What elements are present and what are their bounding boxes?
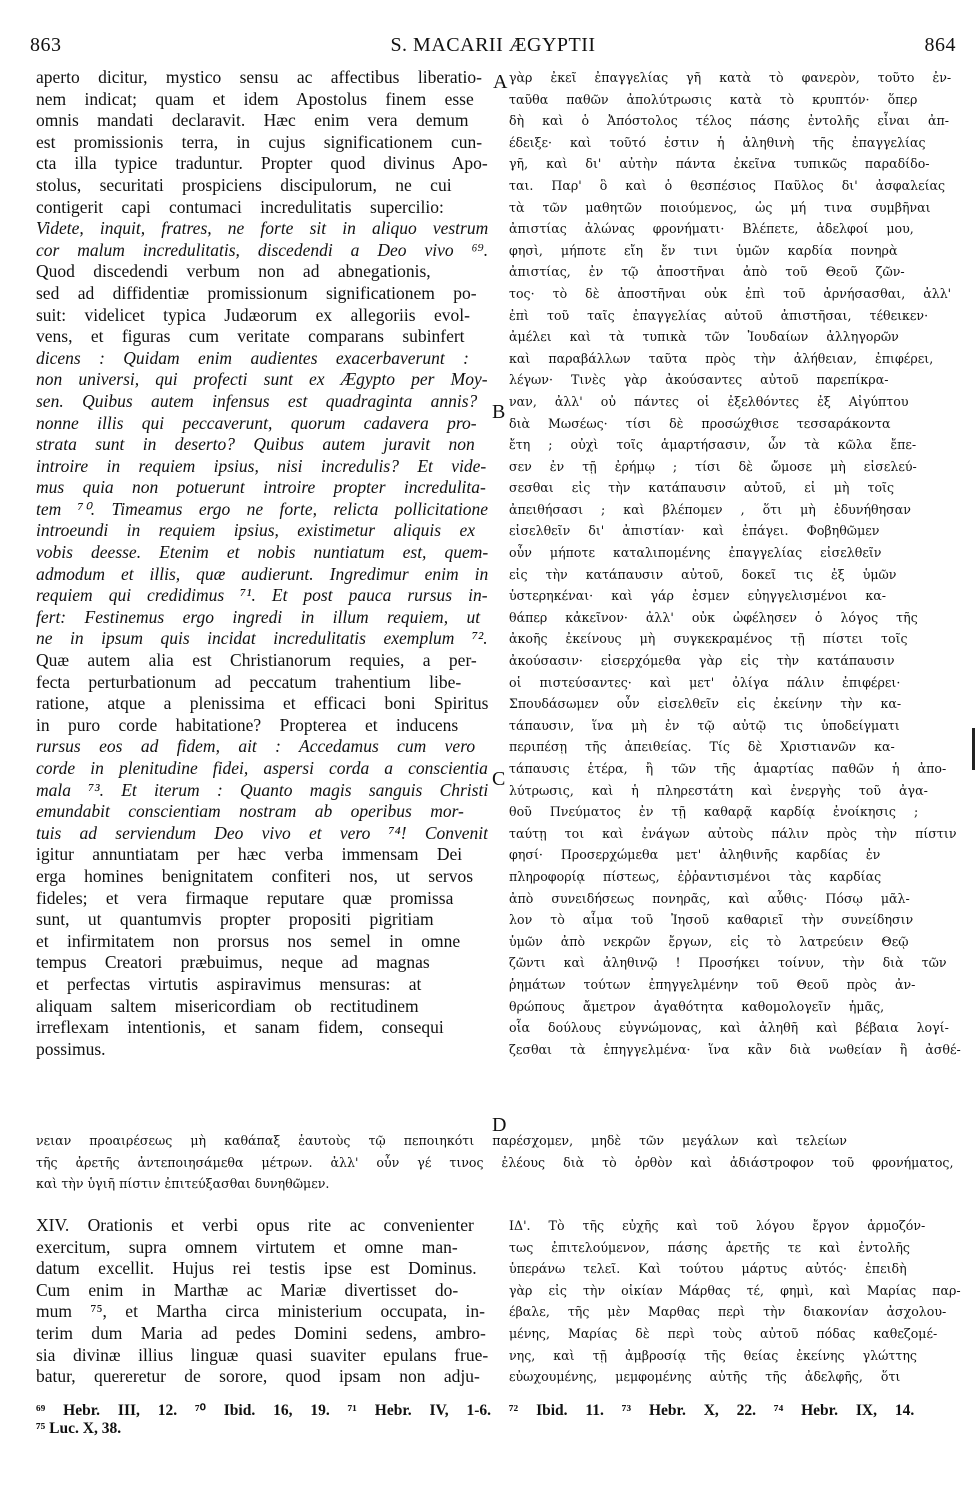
text-line: Σπουδάσωμεν οὖν εἰσελθεῖν εἰς ἐκείνην τὴν κα-	[509, 696, 902, 712]
running-header	[30, 34, 956, 60]
text-line: aperto dicitur, mystico sensu ac affectibus liberatio-	[36, 67, 482, 87]
text-line: nem indicat; quam et idem Apostolus finem esse	[36, 88, 474, 109]
text-line: ΙΔ'. Τὸ τῆς εὐχῆς καὶ τοῦ λόγου ἔργον ἁρμοζόν-	[509, 1218, 926, 1233]
text-line: stolus, securitati prospiciens discipulorum, ne cui	[36, 174, 452, 195]
text-line: non universi, qui profecti sunt ex Ægypto per Moy-	[36, 369, 488, 390]
text-line: τὰ τῶν μαθητῶν ποιούμενος, ὡς μή τινα συμβῆναι	[509, 199, 931, 215]
text-line: νης, καὶ τῇ ἀμβροσίᾳ τῆς θείας ἐκείνης γλώττης	[509, 1347, 917, 1363]
greek-column-main	[509, 67, 961, 1060]
text-line: erga homines benignitatem confiteri nos, ut servos	[36, 865, 473, 886]
text-line: ὑπεράνω τελεῖ. Καὶ τούτου μάρτυς αὐτός· ἐπειδὴ	[509, 1261, 907, 1277]
text-line: εὐωχουμένης, μεμφομένης αὐτῆς τῆς ἀδελφῆς, ὅτι	[509, 1369, 901, 1385]
text-line: ⁷⁵ Luc. X, 38.	[36, 1420, 122, 1437]
text-line: ταύτῃ τοι καὶ ἐνάγων αὐτοὺς πάλιν πρὸς τὴν πίστιν	[509, 825, 957, 841]
text-line: igitur annuntiatam per hæc verba immensam Dei	[36, 844, 463, 865]
text-line: σεσθαι εἰς τὴν κατάπαυσιν αὐτοῦ, εἰ μὴ τοῖς	[509, 480, 895, 496]
text-line: introeundi in requiem ipsius, existimetur aliquis ex	[36, 520, 475, 541]
text-line: λον τὸ αἷμα τοῦ Ἰησοῦ καθαριεῖ τὴν συνείδησιν	[509, 912, 914, 928]
text-line: cor malum incredulitatis, discedendi a Deo vivo ⁶⁹.	[36, 239, 488, 260]
text-line: θάπερ κἀκεῖνον· ἀλλ' οὐκ ὠφέλησεν ὁ λόγος τῆς	[509, 609, 918, 625]
text-line: ζῶντι καὶ ἀληθινῷ ! Προσήκει τοίνυν, τὴν διὰ τῶν	[509, 955, 947, 971]
text-line: τως ἐπιτελούμενον, πάσης ἀρετῆς τε καὶ ἐντολῆς	[509, 1239, 910, 1255]
text-line: tuis ad serviendum Deo vivo et vero ⁷⁴! Convenit	[36, 822, 488, 843]
text-line: ἔτη ; οὐχὶ τοῖς ἁμαρτήσασιν, ὧν τὰ κῶλα ἔπε-	[509, 437, 917, 453]
text-line: γὰρ εἰς τὴν οἰκίαν Μάρθας τέ, φημὶ, καὶ Μαρίας παρ-	[509, 1282, 961, 1298]
text-line: et perfectas virtutis aspiravimus mensuras: at	[36, 973, 422, 994]
text-line: tem ⁷⁰. Timeamus ergo ne forte, relicta pollicitatione	[36, 498, 488, 519]
text-line: sed ad diffidentiæ promissionum significationem po-	[36, 282, 477, 303]
text-line: εἰσελθεῖν δι' ἀπιστίαν· καὶ ἐπάγει. Φοβηθῶμεν	[509, 523, 880, 539]
text-line: τάπαυσις ἑτέρα, ἢ τῶν τῆς ἁμαρτίας παθῶν ἡ ἀπο-	[509, 761, 947, 776]
text-line: strata sunt in deserto? Quibus autem juravit non	[36, 434, 475, 455]
text-line: ne in ipsum quis incidat incredulitatis exemplum ⁷².	[36, 628, 488, 649]
text-line: ἀκούσασιν· εἰσερχόμεθα γὰρ εἰς τὴν κατάπαυσιν	[509, 653, 895, 669]
text-line: rursus eos ad fidem, ait : Accedamus cum vero	[36, 736, 476, 757]
right-page-number: 864	[924, 34, 956, 56]
text-line: ῥημάτων τούτων ἐπηγγελμένην τοῦ Θεοῦ πρὸς ἀν-	[509, 976, 916, 992]
text-line: λέγων· Τινὲς γὰρ ἀκούσαντες αὐτοῦ παρεπίκρα-	[509, 372, 889, 388]
text-line: exercitum, supra omnem virtutem et omne man-	[36, 1236, 458, 1257]
text-line: ἀκοῆς ἐκείνους μὴ συγκεκραμένος τῇ πίστει τοῖς	[509, 631, 908, 647]
text-line: emundabit conscientiam nostram ab operibus mor-	[36, 801, 464, 822]
text-line: contigerit capi contumaci incredulitatis supercilio:	[36, 196, 444, 217]
text-line: nonne illis qui peccaverunt, quorum cadavera pro-	[36, 412, 477, 433]
text-line: vens, et figuras cum veritate comparans subinfert	[36, 326, 465, 347]
text-line: mum ⁷⁵, et Martha circa ministerium occupata, in-	[36, 1301, 485, 1322]
margin-marker-c: C	[492, 768, 506, 790]
text-line: ὑμῶν ἀπὸ νεκρῶν ἔργων, εἰς τὸ λατρεύειν Θεῷ	[509, 933, 909, 949]
text-line: tempus Creatori præbuimus, neque ad magnas	[36, 952, 430, 973]
text-line: fert: Festinemus ergo ingredi in illum requiem, ut	[36, 606, 481, 627]
text-line: δὴ καὶ ὁ Ἀπόστολος τέλος πάσης ἐντολῆς εἶναι ἀπ-	[509, 113, 949, 129]
text-line: cta illa typice traduntur. Propter quod divinus Apo-	[36, 153, 488, 174]
text-line: θρώπους ἄμετρον ἀγαθότητα καθομολογεῖν ἡμᾶς,	[509, 998, 885, 1014]
text-line: requiem qui credidimus ⁷¹. Et post pauca rursus in-	[36, 585, 488, 606]
text-line: ἀπὸ συνειδήσεως πονηρᾶς, καὶ αὖθις· Πόσῳ μᾶλ-	[509, 890, 910, 906]
text-line: ἀπειθήσασι ; καὶ βλέπομεν , ὅτι μὴ ἐδυνήθησαν	[509, 501, 911, 517]
footnotes	[36, 1402, 966, 1438]
text-line: λύτρωσις, καὶ ἡ πληρεστάτη καὶ ἐνεργὴς τοῦ ἀγα-	[509, 782, 928, 798]
text-line: sen. Quibus autem infensus est quadraginta annis?	[36, 390, 478, 411]
text-line: νειαν προαιρέσεως μὴ καθάπαξ ἑαυτοὺς τῷ πεποιηκότι παρέσχομεν, μηδὲ τῶν μεγάλων καὶ τελείων	[36, 1133, 847, 1148]
text-line: σεν ἐν τῇ ἐρήμῳ ; τίσι δὲ ὤμοσε μὴ εἰσελεύ-	[509, 458, 917, 474]
text-line: ἀπιστίας, ἐν τῷ ἀποστῆναι ἀπὸ τοῦ Θεοῦ ζῶν-	[509, 264, 905, 280]
text-line: in puro corde habitatione? Propterea et inducens	[36, 714, 459, 735]
text-line: περιπέσῃ τῆς ἀπειθείας. Τίς δὲ Χριστιανῶν κα-	[509, 739, 895, 755]
text-line: γὰρ ἐκεῖ ἐπαγγελίας γῆ κατὰ τὸ φανερὸν, τοῦτο ἐν-	[509, 70, 952, 85]
text-line: διὰ Μωσέως· τίσι δὲ προσώχθισε τεσσαράκοντα	[509, 415, 891, 431]
text-line: admodum et illis, quæ audierunt. Ingredimur enim in	[36, 563, 488, 584]
text-line: ⁶⁹ Hebr. III, 12. ⁷⁰ Ibid. 16, 19. ⁷¹ Hebr. IV, 1-6. ⁷² Ibid. 11. ⁷³ Hebr. X, 22. ⁷⁴ Hebr. IX, 14.	[36, 1402, 915, 1419]
text-line: ratione, atque a plenissima et efficaci boni Spiritus	[36, 693, 488, 714]
text-line: ὑστερηκέναι· καὶ γάρ ἐσμεν εὐηγγελισμένοι κα-	[509, 588, 887, 604]
text-line: ἀμέλει καὶ τὰ τυπικὰ τῶν Ἰουδαίων ἀλληγορῶν	[509, 329, 899, 345]
text-line: mala ⁷³. Et iterum : Quanto magis sanguis Christi	[36, 779, 488, 800]
text-line: έβαλε, τῆς μὲν Μαρθας περὶ τὴν διακονίαν ἀσχολου-	[509, 1304, 947, 1320]
text-line: εἰς τὴν κατάπαυσιν αὐτοῦ, δοκεῖ τις ἐξ ὑμῶν	[509, 566, 897, 582]
margin-marker-d: D	[492, 1114, 507, 1136]
text-line: θοῦ Πνεύματος ἐν τῇ καθαρᾷ καρδίᾳ ἐνοίκησις ;	[509, 804, 919, 820]
text-line: ἀπιστίας ἀλώνας φρονήματι· Βλέπετε, ἀδελφοί μου,	[509, 221, 914, 237]
text-line: corde in plenitudine fidei, aspersi corda a conscientia	[36, 758, 488, 778]
text-line: suit: videlicet typica Judæorum ex allegoriis evol-	[36, 304, 470, 325]
text-line: possimus.	[36, 1038, 106, 1059]
text-line: έδειξε· καὶ τοῦτό ἐστιν ἡ ἀληθινὴ τῆς ἐπαγγελίας	[509, 134, 926, 150]
text-line: est promissionis terra, in cujus significationem cun-	[36, 131, 483, 152]
text-line: ζεσθαι τὰ ἐπηγγελμένα· ἵνα κἂν διὰ νωθείαν ἢ ἀσθέ-	[509, 1041, 961, 1057]
text-line: φησί· Προσερχώμεθα μετ' ἀληθινῆς καρδίας ἐν	[509, 847, 881, 863]
text-line: aliquam saltem misericordiam ob rectitudinem	[36, 995, 419, 1016]
greek-full-width-block	[36, 1130, 961, 1195]
text-line: sia divinæ illius linguæ quasi suaviter epulans frue-	[36, 1344, 488, 1365]
text-line: fideles; et vera firmaque reputare quæ promissa	[36, 887, 454, 908]
latin-column-main	[36, 67, 488, 1060]
text-line: omnis mandati declaravit. Hæc enim vera demum	[36, 110, 469, 131]
text-line: fecta perturbationum ad peccatum trahentium libe-	[36, 671, 462, 692]
text-line: terim dum Maria ad pedes Domini sedens, ambro-	[36, 1322, 486, 1343]
text-line: γῆ, καὶ δι' αὐτὴν πάντα ἐκεῖνα τυπικῶς παραδίδο-	[509, 156, 930, 172]
text-line: πληροφορίᾳ πίστεως, ἐῤῥαντισμένοι τὰς καρδίας	[509, 868, 882, 884]
text-line: οἷα δούλους εὐγνώμονας, καὶ ἀληθῆ καὶ βέβαια λογί-	[509, 1020, 949, 1036]
text-line: ναν, ἀλλ' οὐ πάντες οἱ ἐξελθόντες ἐξ Αἰγύπτου	[509, 393, 909, 409]
text-line: datum excellit. Hujus rei testis ipse est Dominus.	[36, 1258, 477, 1279]
text-line: Quæ autem alia est Christianorum requies, a per-	[36, 650, 477, 671]
margin-rule	[972, 728, 975, 770]
text-line: μένης, Μαρίας δὲ περὶ τοὺς αὐτοῦ πόδας καθεζομέ-	[509, 1325, 938, 1341]
text-line: Cum enim in Marthæ ac Mariæ divertisset do-	[36, 1279, 459, 1300]
text-line: XIV. Orationis et verbi opus rite ac convenienter	[36, 1215, 474, 1235]
text-line: batur, quereretur de sorore, quod ipsam non adju-	[36, 1366, 480, 1387]
left-page-number: 863	[30, 34, 62, 56]
text-line: οὖν μήποτε καταλιπομένης ἐπαγγελίας εἰσελθεῖν	[509, 545, 882, 561]
margin-marker-a: A	[493, 71, 508, 93]
text-line: Quod discedendi verbum non ad abnegationis,	[36, 261, 431, 282]
text-line: φησὶ, μήποτε εἴη ἔν τινι ὑμῶν καρδία πονηρὰ	[509, 242, 898, 258]
text-line: et infirmitatem non prorsus nos semel in omne	[36, 930, 461, 951]
text-line: dicens : Quidam enim audientes exacerbaverunt :	[36, 347, 469, 368]
text-line: ἐπὶ τοῦ ταῖς ἐπαγγελίας αὐτοῦ ἀπιστῆσαι, τέθεικεν·	[509, 307, 929, 323]
text-line: introire in requiem ipsius, nisi incredulis? Et vide-	[36, 455, 487, 476]
text-line: τάπαυσιν, ἵνα μὴ ἐν τῷ αὐτῷ τις ὑποδείγματι	[509, 717, 900, 733]
text-line: καὶ παραβάλλων ταῦτα πρὸς τὴν ἀλήθειαν, ἐπιφέρει,	[509, 350, 934, 366]
text-line: vobis deesse. Etenim et nobis nuntiatum est, quem-	[36, 542, 488, 563]
running-title: S. MACARII ÆGYPTII	[390, 34, 596, 56]
text-line: καὶ τὴν ὑγιῆ πίστιν ἐπιτεύξασθαι δυνηθῶμεν.	[36, 1176, 330, 1192]
text-line: οἱ πιστεύσαντες· καὶ μετ' ὀλίγα πάλιν ἐπιφέρει·	[509, 674, 901, 690]
text-line: τῆς ἀρετῆς ἀντεποιησάμεθα μέτρων. ἀλλ' οὖν γέ τινος ἐλέους διὰ τὸ ὀρθὸν καὶ ἀδιάστροφον τοῦ φρονήματος,	[36, 1154, 954, 1170]
text-line: irreflexam intentionis, et sanam fidem, consequi	[36, 1017, 444, 1038]
text-line: τος· τὸ δὲ ἀποστῆναι οὐκ ἐπὶ τοῦ ἀρνήσασθαι, ἀλλ'	[509, 285, 952, 301]
text-line: Videte, inquit, fratres, ne forte sit in aliquo vestrum	[36, 218, 488, 239]
greek-column-section-xiv	[509, 1215, 961, 1388]
text-line: sunt, ut quantumvis propter propositi pigritiam	[36, 909, 434, 930]
margin-marker-b: B	[492, 401, 506, 423]
text-line: ται. Παρ' ὃ καὶ ὁ θεσπέσιος Παῦλος δι' ἀσφαλείας	[509, 177, 946, 193]
latin-column-section-xiv	[36, 1215, 488, 1388]
text-line: ταῦθα παθῶν ἀπολύτρωσις κατὰ τὸ κρυπτόν· ὅπερ	[509, 91, 918, 107]
text-line: mus quia non potuerunt introire propter incredulita-	[36, 477, 486, 498]
